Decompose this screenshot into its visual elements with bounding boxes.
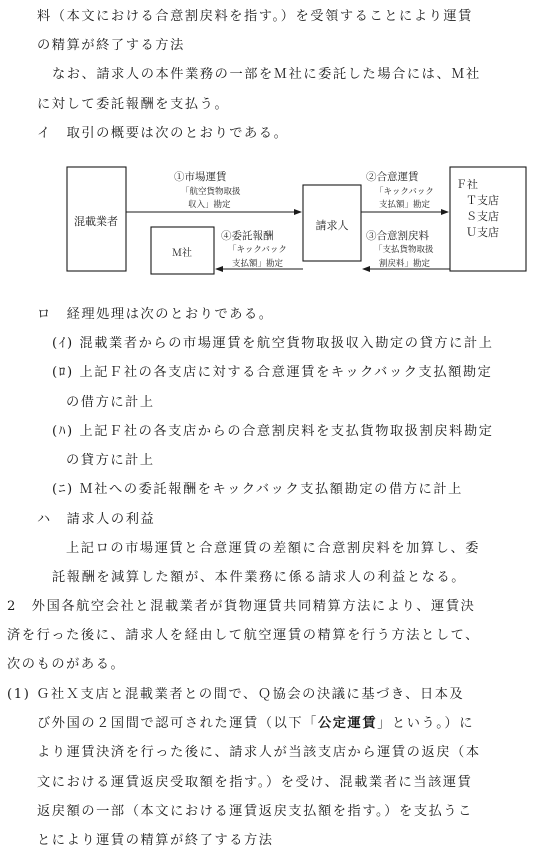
edge-sub: 支払額」勘定 <box>232 259 284 269</box>
edge-label-agreed-rebate <box>366 229 434 269</box>
subsection-heading-ha: ハ 請求人の利益 <box>37 512 156 527</box>
node-label: Ｔ支店 <box>466 194 499 207</box>
edge-title: ①市場運賃 <box>174 171 227 183</box>
paragraph-line: 料（本文における合意割戻料を指す。）を受領することにより運賃 <box>37 9 473 24</box>
node-label: Ｓ支店 <box>466 210 499 223</box>
edge-sub: 「キックバック <box>375 187 434 197</box>
paragraph-line: の精算が終了する方法 <box>37 38 185 53</box>
edge-sub: 支払額」勘定 <box>379 200 431 210</box>
defined-term: 公定運賃 <box>317 716 378 731</box>
edge-label-commission <box>221 229 287 269</box>
paragraph-line: 託報酬を減算した額が、本件業務に係る請求人の利益となる。 <box>52 570 467 585</box>
paragraph-line: なお、請求人の本件業務の一部をＭ社に委託した場合には、Ｍ社 <box>52 67 481 82</box>
edge-sub: 割戻料」勘定 <box>379 259 431 269</box>
edge-title: ②合意運賃 <box>366 171 419 183</box>
item-1-line <box>37 715 474 733</box>
text-fragment: 」という。）に <box>377 716 475 731</box>
node-label: Ｆ社 <box>456 178 478 191</box>
item-1-line: 文における運賃返戻受取額を指す。）を受け、混載業者に当該運賃 <box>37 775 473 790</box>
subsection-heading-ro: ロ 経理処理は次のとおりである。 <box>37 307 274 322</box>
subsection-heading-i: イ 取引の概要は次のとおりである。 <box>37 126 289 141</box>
edge-sub: 収入」勘定 <box>188 200 231 210</box>
edge-title: ③合意割戻料 <box>366 230 429 242</box>
node-f-company <box>450 167 526 271</box>
node-label: 混載業者 <box>74 215 118 228</box>
edge-label-market-fare <box>174 170 241 210</box>
edge-sub: 「航空貨物取扱 <box>181 187 241 197</box>
item-1-line: より運賃決済を行った後に、請求人が当該支店から運賃の返戻（本 <box>37 745 481 760</box>
edge-title: ④委託報酬 <box>221 230 274 242</box>
section-heading-2: 2 外国各航空会社と混載業者が貨物運賃共同精算方法により、運賃決 <box>7 599 476 614</box>
node-claimant <box>303 185 361 261</box>
paragraph-line: 済を行った後に、請求人を経由して航空運賃の精算を行う方法として、 <box>7 628 480 643</box>
transaction-diagram <box>0 162 558 277</box>
list-item-continuation: の借方に計上 <box>66 395 155 410</box>
node-m-company <box>151 227 214 274</box>
node-label: Ｍ社 <box>172 248 192 259</box>
list-item: (ｲ) 混載業者からの市場運賃を航空貨物取扱収入勘定の貸方に計上 <box>52 336 494 351</box>
item-1-line: とにより運賃の精算が終了する方法 <box>37 833 274 848</box>
node-label: 請求人 <box>315 219 349 232</box>
edge-sub: 「支払貨物取扱 <box>374 245 434 255</box>
node-freight-forwarder <box>67 167 126 271</box>
node-label: Ｕ支店 <box>466 226 499 239</box>
paragraph-line: 上記ロの市場運賃と合意運賃の差額に合意割戻料を加算し、委 <box>66 541 481 556</box>
list-item: (ﾊ) 上記Ｆ社の各支店からの合意割戻料を支払貨物取扱割戻料勘定 <box>52 424 494 439</box>
list-item: (ﾛ) 上記Ｆ社の各支店に対する合意運賃をキックバック支払額勘定 <box>52 365 493 380</box>
paragraph-line: に対して委託報酬を支払う。 <box>37 97 230 112</box>
item-1-line: (1) Ｇ社Ｘ支店と混載業者との間で、Ｑ協会の決議に基づき、日本及 <box>7 687 465 702</box>
item-1-line: 返戻額の一部（本文における運賃返戻支払額を指す。）を支払うこ <box>37 804 473 819</box>
list-item: (ﾆ) Ｍ社への委託報酬をキックバック支払額勘定の借方に計上 <box>52 482 463 497</box>
list-item-continuation: の貸方に計上 <box>66 453 155 468</box>
text-fragment: び外国の２国間で認可された運賃（以下「 <box>37 716 318 731</box>
edge-sub: 「キックバック <box>228 245 287 255</box>
edge-label-agreed-fare <box>366 170 434 210</box>
paragraph-line: 次のものがある。 <box>7 657 126 672</box>
